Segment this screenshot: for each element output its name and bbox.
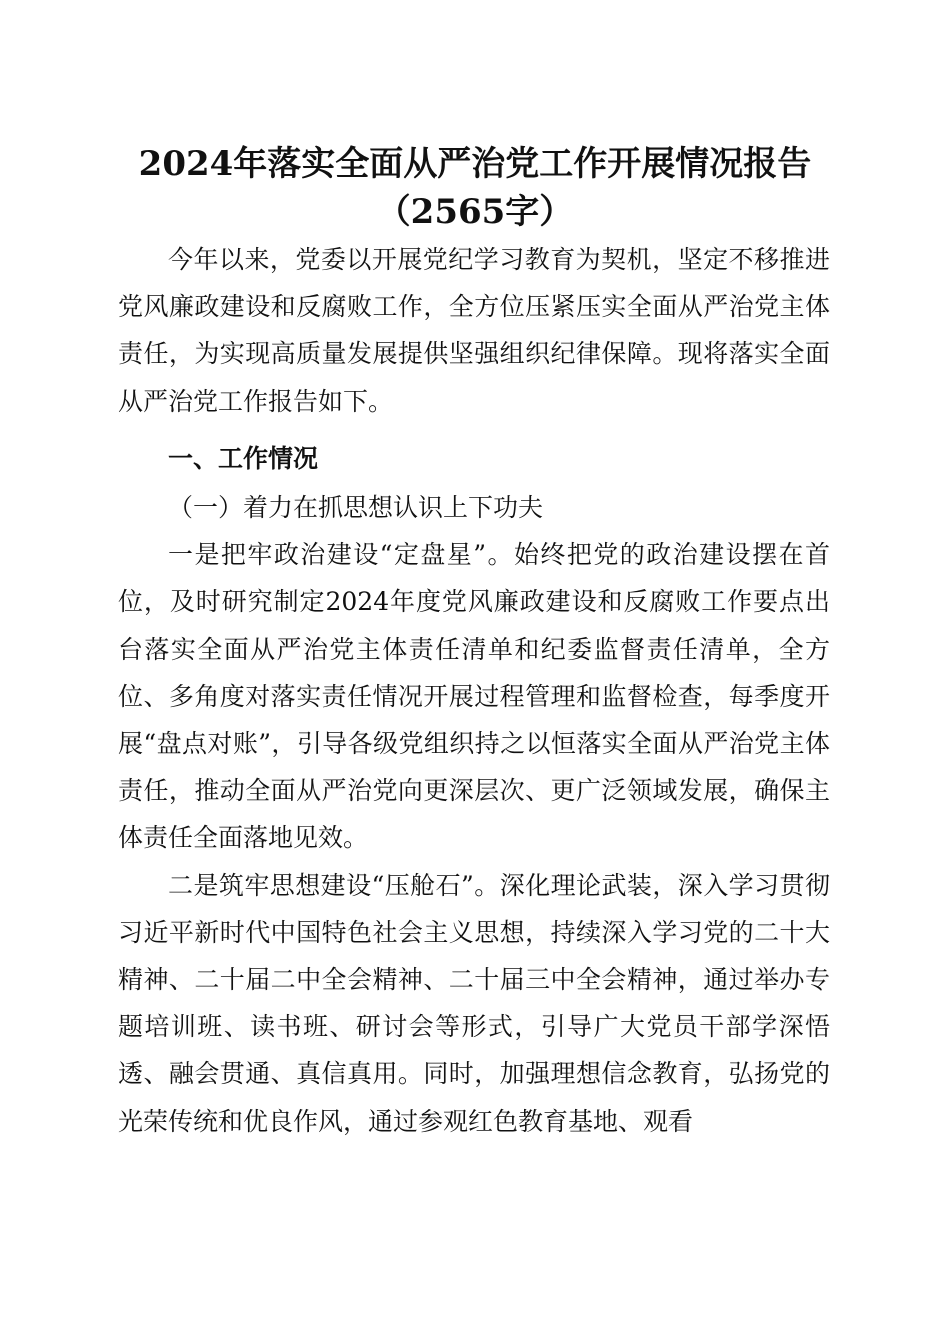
document-word-count: （2565字） — [376, 192, 574, 232]
document-body — [118, 236, 830, 1145]
intro-paragraph: 今年以来，党委以开展党纪学习教育为契机，坚定不移推进党风廉政建设和反腐败工作，全方位压紧压实全面从严治党主体责任，为实现高质量发展提供坚强组织纪律保障。现将落实全面从严治党工作报告如下。 — [118, 245, 830, 416]
body-paragraph: 一是把牢政治建设“定盘星”。始终把党的政治建设摆在首位，及时研究制定2024年度党风廉政建设和反腐败工作要点出台落实全面从严治党主体责任清单和纪委监督责任清单，全方位、多角度对落实责任情况开展过程管理和监督检查，每季度开展“盘点对账”，引导各级党组织持之以恒落实全面从严治党主体责任，推动全面从严治党向更深层次、更广泛领域发展，确保主体责任全面落地见效。 — [118, 540, 830, 853]
subsection-heading: （一）着力在抓思想认识上下功夫 — [168, 493, 544, 523]
document-title: 2024年落实全面从严治党工作开展情况报告 — [138, 144, 812, 184]
section-heading: 一、工作情况 — [168, 443, 319, 473]
body-paragraph: 二是筑牢思想建设“压舱石”。深化理论武装，深入学习贯彻习近平新时代中国特色社会主义思想，持续深入学习党的二十大精神、二十届二中全会精神、二十届三中全会精神，通过举办专题培训班、读书班、研讨会等形式，引导广大党员干部学深悟透、融会贯通、真信真用。同时，加强理想信念教育，弘扬党的光荣传统和优良作风，通过参观红色教育基地、观看 — [118, 870, 830, 1136]
